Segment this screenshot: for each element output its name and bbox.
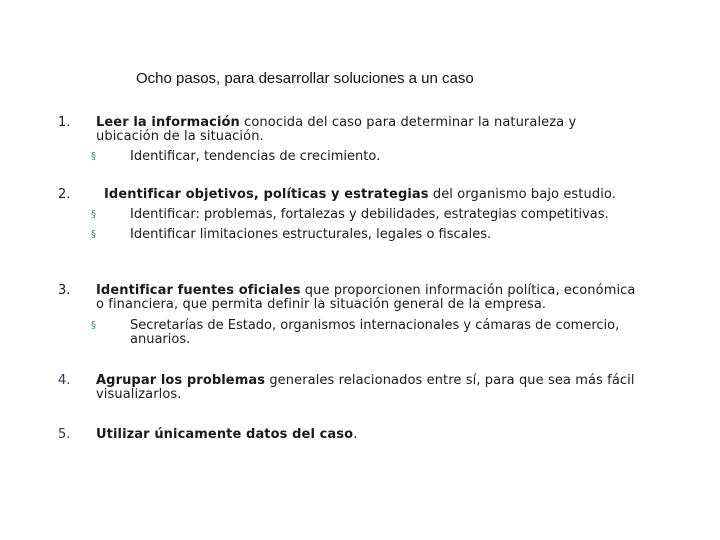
item-number: 4. — [58, 373, 71, 388]
item-rest: del organismo bajo estudio. — [428, 187, 616, 202]
section-bullet-icon: § — [91, 209, 96, 220]
item-rest-2: o financiera, que permita definir la situación general de la empresa. — [96, 297, 547, 312]
item-bold: Identificar objetivos, políticas y estrategias — [104, 187, 429, 202]
item-number: 2. — [58, 187, 71, 202]
item-bold: Identificar fuentes oficiales — [96, 283, 301, 298]
item-bold: Agrupar los problemas — [96, 373, 266, 388]
section-bullet-icon: § — [91, 320, 96, 331]
item-text — [96, 374, 676, 402]
bullet-text: Identificar, tendencias de crecimiento. — [130, 149, 381, 164]
page-title: Ocho pasos, para desarrollar soluciones a un caso — [136, 70, 474, 87]
item-bold: Leer la información — [96, 115, 240, 130]
item-text — [96, 116, 676, 144]
item-text — [96, 284, 676, 312]
item-rest: conocida del caso para determinar la naturaleza y — [239, 115, 577, 130]
item-rest: . — [353, 427, 358, 442]
item-number: 3. — [58, 283, 71, 298]
bullet-text-cont: anuarios. — [130, 332, 191, 347]
bullet-text: Identificar: problemas, fortalezas y debilidades, estrategias competitivas. — [130, 207, 609, 222]
item-text — [96, 428, 676, 442]
bullet-text: Identificar limitaciones estructurales, legales o fiscales. — [130, 227, 492, 242]
item-number: 1. — [58, 115, 71, 130]
item-number: 5. — [58, 427, 71, 442]
item-text — [104, 188, 684, 202]
item-rest-2: visualizarlos. — [96, 387, 182, 402]
item-rest: generales relacionados entre sí, para que sea más fácil — [265, 373, 635, 388]
bullet-text-line: Secretarías de Estado, organismos internacionales y cámaras de comercio, — [130, 318, 620, 333]
bullet-text — [130, 319, 690, 347]
item-bold: Utilizar únicamente datos del caso — [96, 427, 354, 442]
item-rest: que proporcionen información política, económica — [300, 283, 636, 298]
item-rest-2: ubicación de la situación. — [96, 129, 264, 144]
section-bullet-icon: § — [91, 229, 96, 240]
section-bullet-icon: § — [91, 151, 96, 162]
